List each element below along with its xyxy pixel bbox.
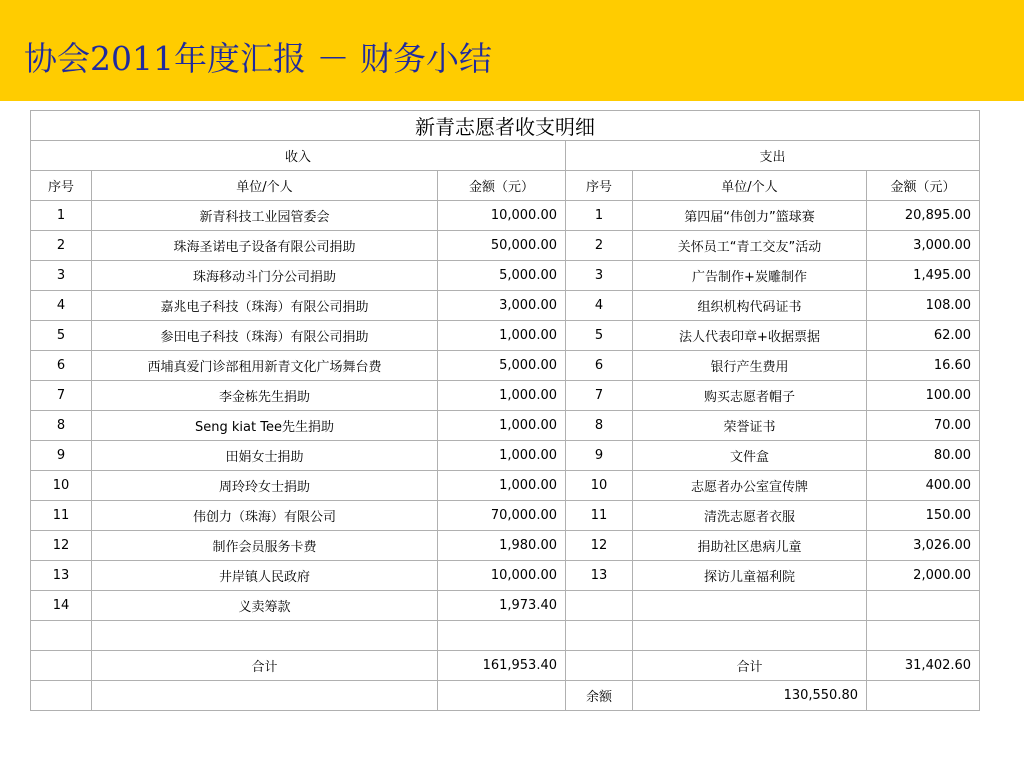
expense-row-amount: 80.00 <box>867 441 980 471</box>
expense-row-amount: 62.00 <box>867 321 980 351</box>
income-row-no: 12 <box>31 531 92 561</box>
slide-title: 协会2011年度汇报 － 财务小结 <box>24 39 492 78</box>
income-row-no: 3 <box>31 261 92 291</box>
income-row-amount <box>438 621 566 651</box>
expense-row-unit: 文件盒 <box>633 441 867 471</box>
income-row-no: 2 <box>31 231 92 261</box>
income-row-amount: 1,000.00 <box>438 381 566 411</box>
expense-row-amount: 3,026.00 <box>867 531 980 561</box>
table-row <box>31 561 980 591</box>
income-row-unit: 新青科技工业园管委会 <box>92 201 438 231</box>
expense-row-unit: 荣誉证书 <box>633 411 867 441</box>
balance-row-blank <box>867 681 980 711</box>
income-row-unit: 田娟女士捐助 <box>92 441 438 471</box>
expense-row-no: 10 <box>566 471 633 501</box>
table-row <box>31 441 980 471</box>
income-row-unit: 珠海圣诺电子设备有限公司捐助 <box>92 231 438 261</box>
expense-row-unit: 购买志愿者帽子 <box>633 381 867 411</box>
expense-row-no: 11 <box>566 501 633 531</box>
expense-row-amount: 20,895.00 <box>867 201 980 231</box>
expense-row-amount: 150.00 <box>867 501 980 531</box>
table-row <box>31 531 980 561</box>
expense-row-no: 1 <box>566 201 633 231</box>
total-row-blank <box>566 651 633 681</box>
expense-row-unit: 关怀员工“青工交友”活动 <box>633 231 867 261</box>
expense-row-unit: 银行产生费用 <box>633 351 867 381</box>
expense-row-unit: 第四届“伟创力”篮球赛 <box>633 201 867 231</box>
expense-row-no <box>566 591 633 621</box>
income-row-unit: 西埔真爱门诊部租用新青文化广场舞台费 <box>92 351 438 381</box>
expense-row-unit <box>633 591 867 621</box>
expense-row-unit: 组织机构代码证书 <box>633 291 867 321</box>
income-row-unit: 参田电子科技（珠海）有限公司捐助 <box>92 321 438 351</box>
table-row <box>31 591 980 621</box>
table-row <box>31 621 980 651</box>
expense-row-amount: 1,495.00 <box>867 261 980 291</box>
expense-row-no: 5 <box>566 321 633 351</box>
balance-value: 130,550.80 <box>633 681 867 711</box>
expense-row-no: 7 <box>566 381 633 411</box>
expense-row-unit: 广告制作+炭雕制作 <box>633 261 867 291</box>
expense-row-unit: 捐助社区患病儿童 <box>633 531 867 561</box>
income-unit-header: 单位/个人 <box>92 171 438 201</box>
income-row-unit: 周玲玲女士捐助 <box>92 471 438 501</box>
expense-row-amount: 70.00 <box>867 411 980 441</box>
expense-row-amount: 2,000.00 <box>867 561 980 591</box>
expense-row-unit: 清洗志愿者衣服 <box>633 501 867 531</box>
income-row-amount: 1,000.00 <box>438 411 566 441</box>
income-no-header: 序号 <box>31 171 92 201</box>
expense-row-unit: 探访儿童福利院 <box>633 561 867 591</box>
expense-no-header: 序号 <box>566 171 633 201</box>
table-row <box>31 471 980 501</box>
income-row-amount: 5,000.00 <box>438 351 566 381</box>
income-row-no: 1 <box>31 201 92 231</box>
expense-row-no: 2 <box>566 231 633 261</box>
balance-row-blank <box>438 681 566 711</box>
income-row-no: 11 <box>31 501 92 531</box>
income-row-amount: 50,000.00 <box>438 231 566 261</box>
income-row-no: 6 <box>31 351 92 381</box>
income-row-no: 5 <box>31 321 92 351</box>
expense-row-no: 13 <box>566 561 633 591</box>
balance-row-blank <box>92 681 438 711</box>
expense-row-unit: 志愿者办公室宣传牌 <box>633 471 867 501</box>
expense-unit-header: 单位/个人 <box>633 171 867 201</box>
income-amount-header: 金额（元） <box>438 171 566 201</box>
expense-row-no: 8 <box>566 411 633 441</box>
income-total-value: 161,953.40 <box>438 651 566 681</box>
expense-row-no: 12 <box>566 531 633 561</box>
expense-row-no: 4 <box>566 291 633 321</box>
table-row <box>31 231 980 261</box>
expense-row-amount: 100.00 <box>867 381 980 411</box>
balance-row-blank <box>31 681 92 711</box>
table-title: 新青志愿者收支明细 <box>31 111 980 141</box>
expense-row-amount: 400.00 <box>867 471 980 501</box>
expense-row-amount: 108.00 <box>867 291 980 321</box>
income-row-unit: 嘉兆电子科技（珠海）有限公司捐助 <box>92 291 438 321</box>
income-row-no: 13 <box>31 561 92 591</box>
title-banner <box>0 0 1024 101</box>
expense-row-no <box>566 621 633 651</box>
income-row-amount: 1,000.00 <box>438 471 566 501</box>
expense-row-no: 6 <box>566 351 633 381</box>
income-row-no: 14 <box>31 591 92 621</box>
income-row-unit: 珠海移动斗门分公司捐助 <box>92 261 438 291</box>
expense-row-amount: 3,000.00 <box>867 231 980 261</box>
table-row <box>31 501 980 531</box>
income-row-amount: 1,973.40 <box>438 591 566 621</box>
income-row-no: 9 <box>31 441 92 471</box>
income-row-no: 4 <box>31 291 92 321</box>
expense-amount-header: 金额（元） <box>867 171 980 201</box>
expense-row-no: 9 <box>566 441 633 471</box>
balance-label: 余额 <box>566 681 633 711</box>
income-row-no: 8 <box>31 411 92 441</box>
income-expense-table <box>30 110 980 711</box>
table-row <box>31 351 980 381</box>
income-row-amount: 1,980.00 <box>438 531 566 561</box>
income-row-unit: 制作会员服务卡费 <box>92 531 438 561</box>
income-row-unit: 伟创力（珠海）有限公司 <box>92 501 438 531</box>
table-row <box>31 261 980 291</box>
income-row-amount: 1,000.00 <box>438 321 566 351</box>
income-row-amount: 1,000.00 <box>438 441 566 471</box>
income-row-unit: Seng kiat Tee先生捐助 <box>92 411 438 441</box>
income-row-amount: 10,000.00 <box>438 561 566 591</box>
income-total-label: 合计 <box>92 651 438 681</box>
income-row-amount: 3,000.00 <box>438 291 566 321</box>
income-row-no <box>31 621 92 651</box>
table-row <box>31 321 980 351</box>
income-row-unit: 义卖筹款 <box>92 591 438 621</box>
income-row-unit: 李金栋先生捐助 <box>92 381 438 411</box>
table-row <box>31 411 980 441</box>
income-row-unit <box>92 621 438 651</box>
income-section-header: 收入 <box>31 141 566 171</box>
expense-row-unit <box>633 621 867 651</box>
table-row <box>31 381 980 411</box>
income-row-amount: 5,000.00 <box>438 261 566 291</box>
expense-row-no: 3 <box>566 261 633 291</box>
income-row-amount: 10,000.00 <box>438 201 566 231</box>
income-row-no: 7 <box>31 381 92 411</box>
expense-row-amount <box>867 591 980 621</box>
income-row-amount: 70,000.00 <box>438 501 566 531</box>
total-row-blank <box>31 651 92 681</box>
table-row <box>31 201 980 231</box>
expense-total-label: 合计 <box>633 651 867 681</box>
expense-row-amount: 16.60 <box>867 351 980 381</box>
expense-row-unit: 法人代表印章+收据票据 <box>633 321 867 351</box>
expense-total-value: 31,402.60 <box>867 651 980 681</box>
expense-row-amount <box>867 621 980 651</box>
income-row-unit: 井岸镇人民政府 <box>92 561 438 591</box>
table-row <box>31 291 980 321</box>
income-row-no: 10 <box>31 471 92 501</box>
expense-section-header: 支出 <box>566 141 980 171</box>
